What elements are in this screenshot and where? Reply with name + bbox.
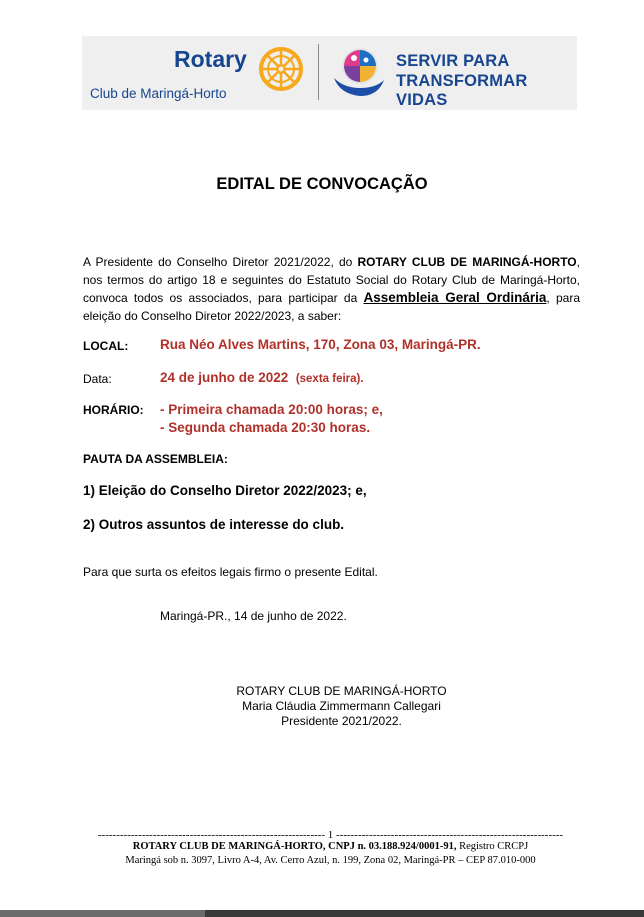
club-name: Club de Maringá-Horto (90, 86, 227, 101)
rotary-wordmark: Rotary (174, 46, 247, 72)
intro-text-2: , nos termos do artigo 18 e seguintes do Estatuto Social do Rotary Club de Maringá-Horto, convoca todos os associados, para participar da (83, 255, 580, 305)
header-banner (82, 36, 577, 110)
footer-registry: Registro CRCPJ (456, 841, 529, 852)
footer-rule: -------------------------------------------------------------- 1 -------------------------------------------------------------- (97, 829, 564, 841)
local-value: Rua Néo Alves Martins, 170, Zona 03, Maringá-PR. (160, 337, 481, 352)
date-weekday: (sexta feira). (295, 373, 364, 385)
agenda-item-2: 2) Outros assuntos de interesse do club. (83, 517, 345, 532)
signature-role: Presidente 2021/2022. (281, 714, 402, 728)
slogan-line-2: TRANSFORMAR VIDAS (396, 72, 528, 109)
date-label: Data: (83, 372, 112, 386)
viewer-bottom-bar (0, 910, 644, 917)
viewer-scrollbar-thumb[interactable] (0, 910, 205, 917)
signature-club: ROTARY CLUB DE MARINGÁ-HORTO (236, 684, 447, 698)
first-call: - Primeira chamada 20:00 horas; e, (160, 402, 383, 417)
slogan-line-1: SERVIR PARA (396, 52, 510, 70)
closing-statement: Para que surta os efeitos legais firmo o presente Edital. (83, 565, 378, 579)
agenda-title: PAUTA DA ASSEMBLEIA: (83, 452, 228, 466)
rotary-wheel-icon (258, 46, 304, 92)
agenda-item-1: 1) Eleição do Conselho Diretor 2022/2023; e, (83, 483, 367, 498)
document-title: EDITAL DE CONVOCAÇÃO (216, 175, 428, 193)
date-text: 24 de junho de 2022 (160, 370, 289, 385)
intro-text-3: , para eleição do Conselho Diretor 2022/2023, a saber: (83, 291, 580, 323)
second-call: - Segunda chamada 20:30 horas. (160, 420, 371, 435)
signature-name: Maria Cláudia Zimmermann Callegari (242, 699, 441, 713)
intro-paragraph (83, 254, 580, 325)
footer-club-cnpj: ROTARY CLUB DE MARINGÁ-HORTO, CNPJ n. 03.188.924/0001-91, (132, 841, 457, 852)
club-name-bold: ROTARY CLUB DE MARINGÁ-HORTO (357, 255, 577, 269)
assembly-name: Assembleia Geral Ordinária (363, 290, 547, 305)
date-value (160, 370, 364, 385)
place-and-date: Maringá-PR., 14 de junho de 2022. (160, 609, 347, 623)
footer-line-1 (82, 841, 579, 852)
local-label: LOCAL: (83, 339, 129, 353)
intro-text-1: A Presidente do Conselho Diretor 2021/2022, do (83, 255, 358, 269)
serve-to-change-lives-logo (330, 44, 386, 102)
banner-divider (318, 44, 319, 100)
time-label: HORÁRIO: (83, 403, 144, 417)
footer-line-2: Maringá sob n. 3097, Livro A-4, Av. Cerro Azul, n. 199, Zona 02, Maringá-PR – CEP 87.010-000 (125, 855, 536, 866)
